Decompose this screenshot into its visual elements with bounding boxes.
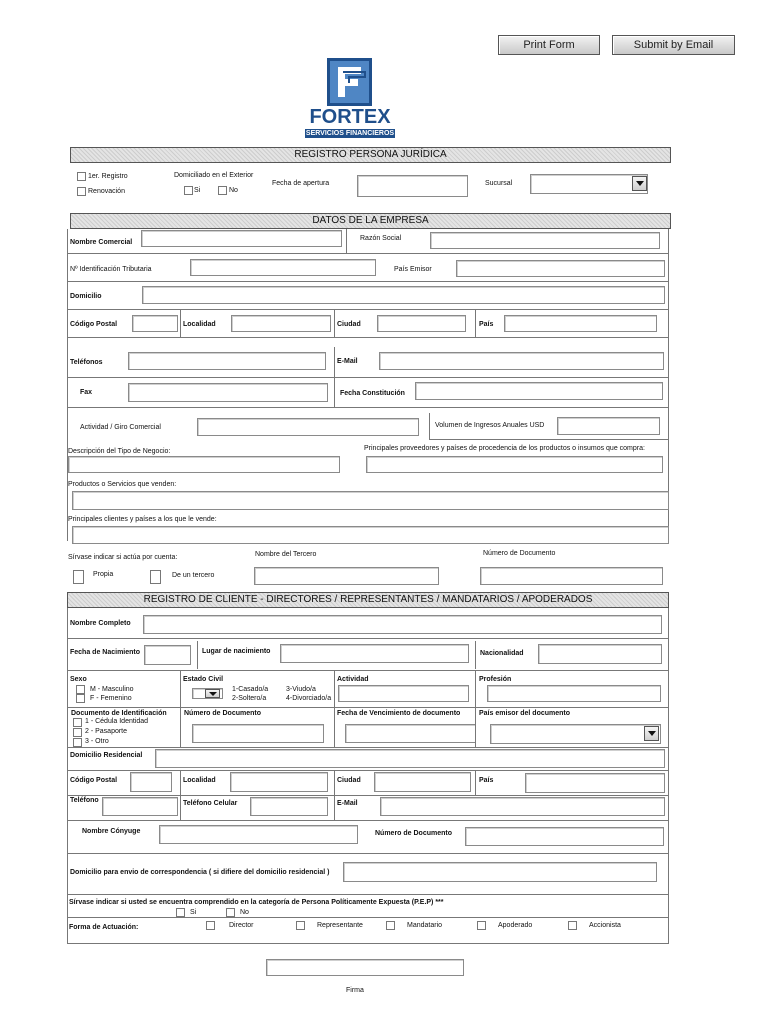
pais-cliente-label: País bbox=[479, 777, 494, 784]
profesion-input[interactable] bbox=[487, 685, 661, 702]
domiciliado-si-label: Si bbox=[194, 187, 201, 194]
pais-label: País bbox=[479, 321, 494, 328]
codigo-postal-label: Código Postal bbox=[70, 321, 118, 328]
email-label: E-Mail bbox=[337, 358, 358, 365]
productos-input[interactable] bbox=[72, 491, 669, 510]
ciudad-label: Ciudad bbox=[337, 321, 361, 328]
codigo-postal-input[interactable] bbox=[132, 315, 178, 332]
telefono-input[interactable] bbox=[102, 797, 178, 816]
accionista-checkbox[interactable] bbox=[568, 921, 577, 930]
nombre-conyuge-label: Nombre Cónyuge bbox=[82, 828, 141, 835]
primer-registro-checkbox[interactable] bbox=[77, 172, 86, 181]
sexo-label: Sexo bbox=[70, 676, 87, 683]
numero-documento-conyuge-input[interactable] bbox=[465, 827, 664, 846]
estado-civil-dropdown-icon[interactable] bbox=[205, 689, 220, 698]
pep-si-label: Si bbox=[190, 909, 197, 916]
descripcion-input[interactable] bbox=[68, 456, 340, 473]
primer-registro-label: 1er. Registro bbox=[88, 173, 128, 180]
numero-documento-label: Número de Documento bbox=[184, 710, 262, 717]
domicilio-label: Domicilio bbox=[70, 293, 102, 300]
nombre-completo-input[interactable] bbox=[143, 615, 662, 634]
cedula-checkbox[interactable] bbox=[73, 718, 82, 727]
lugar-nacimiento-input[interactable] bbox=[280, 644, 469, 663]
codigo-postal-cliente-label: Código Postal bbox=[70, 777, 118, 784]
pep-no-checkbox[interactable] bbox=[226, 908, 235, 917]
domiciliado-no-label: No bbox=[229, 187, 238, 194]
numero-documento-input[interactable] bbox=[192, 724, 324, 743]
firma-label: Firma bbox=[346, 987, 364, 994]
pais-emisor-doc-select[interactable] bbox=[490, 724, 661, 744]
numero-documento-tercero-input[interactable] bbox=[480, 567, 663, 585]
email-cliente-input[interactable] bbox=[380, 797, 665, 816]
nit-input[interactable] bbox=[190, 259, 376, 276]
propia-checkbox[interactable] bbox=[73, 570, 84, 584]
representante-checkbox[interactable] bbox=[296, 921, 305, 930]
fecha-vencimiento-label: Fecha de Vencimiento de documento bbox=[337, 710, 461, 717]
pep-si-checkbox[interactable] bbox=[176, 908, 185, 917]
razon-social-label: Razón Social bbox=[360, 235, 402, 242]
pasaporte-checkbox[interactable] bbox=[73, 728, 82, 737]
domiciliado-no-checkbox[interactable] bbox=[218, 186, 227, 195]
pep-no-label: No bbox=[240, 909, 249, 916]
actua-cuenta-label: Sírvase indicar si actúa por cuenta: bbox=[68, 554, 178, 561]
nombre-conyuge-input[interactable] bbox=[159, 825, 358, 844]
fecha-apertura-label: Fecha de apertura bbox=[272, 180, 330, 187]
telefonos-label: Teléfonos bbox=[70, 359, 103, 366]
nit-label: Nº Identificación Tributaria bbox=[70, 266, 152, 273]
logo-brand: FORTEX bbox=[309, 106, 391, 128]
fax-input[interactable] bbox=[128, 383, 328, 402]
sucursal-label: Sucursal bbox=[485, 180, 513, 187]
representante-label: Representante bbox=[317, 922, 363, 929]
masculino-checkbox[interactable] bbox=[76, 685, 85, 694]
ciudad-cliente-input[interactable] bbox=[374, 772, 471, 792]
renovacion-label: Renovación bbox=[88, 188, 125, 195]
mandatario-label: Mandatario bbox=[407, 922, 443, 929]
femenino-label: F - Femenino bbox=[90, 695, 132, 702]
sucursal-select[interactable] bbox=[530, 174, 648, 194]
cedula-label: 1 - Cédula Identidad bbox=[85, 718, 149, 725]
renovacion-checkbox[interactable] bbox=[77, 187, 86, 196]
femenino-checkbox[interactable] bbox=[76, 694, 85, 703]
de-un-tercero-checkbox[interactable] bbox=[150, 570, 161, 584]
print-form-button[interactable]: Print Form bbox=[498, 35, 600, 55]
apoderado-checkbox[interactable] bbox=[477, 921, 486, 930]
actividad-label: Actividad bbox=[337, 676, 369, 683]
domiciliado-label: Domiciliado en el Exterior bbox=[174, 172, 254, 179]
localidad-input[interactable] bbox=[231, 315, 331, 332]
pais-emisor-label: País Emisor bbox=[394, 266, 432, 273]
logo-tagline: SERVICIOS FINANCIEROS bbox=[305, 130, 395, 137]
telefono-celular-label: Teléfono Celular bbox=[183, 800, 238, 807]
sucursal-dropdown-icon[interactable] bbox=[632, 176, 647, 191]
fax-label: Fax bbox=[80, 389, 93, 396]
fecha-apertura-input[interactable] bbox=[357, 175, 468, 197]
telefono-celular-input[interactable] bbox=[250, 797, 328, 816]
domiciliado-si-checkbox[interactable] bbox=[184, 186, 193, 195]
productos-label: Productos o Servicios que venden: bbox=[68, 481, 177, 488]
domicilio-residencial-label: Domicilio Residencial bbox=[70, 752, 143, 759]
localidad-cliente-label: Localidad bbox=[183, 777, 216, 784]
actividad-giro-input[interactable] bbox=[197, 418, 419, 436]
masculino-label: M - Masculino bbox=[90, 686, 134, 693]
proveedores-label: Principales proveedores y países de procedencia de los productos o insumos que compra: bbox=[364, 445, 645, 452]
pais-cliente-input[interactable] bbox=[525, 773, 665, 793]
estado-civil-opt3: 3-Viudo/a bbox=[286, 686, 316, 693]
de-un-tercero-label: De un tercero bbox=[172, 572, 215, 579]
email-input[interactable] bbox=[379, 352, 664, 370]
domicilio-correspondencia-input[interactable] bbox=[343, 862, 657, 882]
clientes-input[interactable] bbox=[72, 526, 669, 544]
nacionalidad-input[interactable] bbox=[538, 644, 662, 664]
nombre-comercial-input[interactable] bbox=[141, 230, 342, 247]
ciudad-cliente-label: Ciudad bbox=[337, 777, 361, 784]
fecha-constitucion-input[interactable] bbox=[415, 382, 663, 400]
nombre-comercial-label: Nombre Comercial bbox=[70, 239, 133, 246]
fortex-logo bbox=[305, 56, 395, 140]
section-datos-empresa: DATOS DE LA EMPRESA bbox=[70, 213, 671, 229]
nacionalidad-label: Nacionalidad bbox=[480, 650, 524, 657]
estado-civil-label: Estado Civil bbox=[183, 676, 224, 683]
fecha-nacimiento-label: Fecha de Nacimiento bbox=[70, 649, 141, 656]
nombre-tercero-label: Nombre del Tercero bbox=[255, 551, 317, 558]
apoderado-label: Apoderado bbox=[498, 922, 533, 929]
director-label: Director bbox=[229, 922, 254, 929]
fecha-vencimiento-input[interactable] bbox=[345, 724, 476, 743]
nombre-completo-label: Nombre Completo bbox=[70, 620, 131, 627]
localidad-cliente-input[interactable] bbox=[230, 772, 328, 792]
firma-input[interactable] bbox=[266, 959, 464, 976]
pep-label: Sírvase indicar si usted se encuentra comprendido en la categoría de Persona Políticamente Expuesta (P.E.P) *** bbox=[69, 899, 444, 906]
volumen-label: Volumen de Ingresos Anuales USD bbox=[435, 422, 545, 429]
pais-emisor-doc-label: País emisor del documento bbox=[479, 710, 571, 717]
pais-emisor-input[interactable] bbox=[456, 260, 665, 277]
pais-input[interactable] bbox=[504, 315, 657, 332]
telefono-label: Teléfono bbox=[70, 797, 99, 804]
nombre-tercero-input[interactable] bbox=[254, 567, 439, 585]
domicilio-correspondencia-label: Domicilio para envio de correspondencia ( si difiere del domicilio residencial ) bbox=[70, 869, 330, 876]
localidad-label: Localidad bbox=[183, 321, 216, 328]
mandatario-checkbox[interactable] bbox=[386, 921, 395, 930]
proveedores-input[interactable] bbox=[366, 456, 663, 473]
accionista-label: Accionista bbox=[589, 922, 621, 929]
director-checkbox[interactable] bbox=[206, 921, 215, 930]
email-cliente-label: E-Mail bbox=[337, 800, 358, 807]
doc-ident-label: Documento de Identificación bbox=[71, 710, 167, 717]
pasaporte-label: 2 - Pasaporte bbox=[85, 728, 128, 735]
otro-doc-checkbox[interactable] bbox=[73, 738, 82, 747]
domicilio-input[interactable] bbox=[142, 286, 665, 304]
propia-label: Propia bbox=[93, 571, 114, 578]
fecha-constitucion-label: Fecha Constitución bbox=[340, 390, 405, 397]
logo-emblem-icon bbox=[305, 56, 395, 108]
descripcion-label: Descripción del Tipo de Negocio: bbox=[68, 448, 171, 455]
actividad-input[interactable] bbox=[338, 685, 469, 702]
codigo-postal-cliente-input[interactable] bbox=[130, 772, 172, 792]
ciudad-input[interactable] bbox=[377, 315, 466, 332]
telefonos-input[interactable] bbox=[128, 352, 326, 370]
forma-actuacion-label: Forma de Actuación: bbox=[69, 924, 139, 931]
volumen-input[interactable] bbox=[557, 417, 660, 435]
numero-documento-tercero-label: Número de Documento bbox=[483, 550, 556, 557]
estado-civil-opt4: 4-Divorciado/a bbox=[286, 695, 332, 702]
estado-civil-opt1: 1-Casado/a bbox=[232, 686, 269, 693]
pais-emisor-doc-dropdown-icon[interactable] bbox=[644, 726, 659, 741]
fecha-nacimiento-input[interactable] bbox=[144, 645, 191, 665]
clientes-label: Principales clientes y países a los que le vende: bbox=[68, 516, 217, 523]
domicilio-residencial-input[interactable] bbox=[155, 749, 665, 768]
submit-by-email-button[interactable]: Submit by Email bbox=[612, 35, 735, 55]
otro-doc-label: 3 - Otro bbox=[85, 738, 109, 745]
numero-documento-conyuge-label: Número de Documento bbox=[375, 830, 453, 837]
estado-civil-opt2: 2-Soltero/a bbox=[232, 695, 267, 702]
section-registro-persona-juridica: REGISTRO PERSONA JURÍDICA bbox=[70, 147, 671, 163]
razon-social-input[interactable] bbox=[430, 232, 660, 249]
profesion-label: Profesión bbox=[479, 676, 512, 683]
lugar-nacimiento-label: Lugar de nacimiento bbox=[202, 648, 271, 655]
actividad-giro-label: Actividad / Giro Comercial bbox=[80, 424, 161, 431]
section-registro-cliente: REGISTRO DE CLIENTE - DIRECTORES / REPRESENTANTES / MANDATARIOS / APODERADOS bbox=[67, 592, 669, 608]
